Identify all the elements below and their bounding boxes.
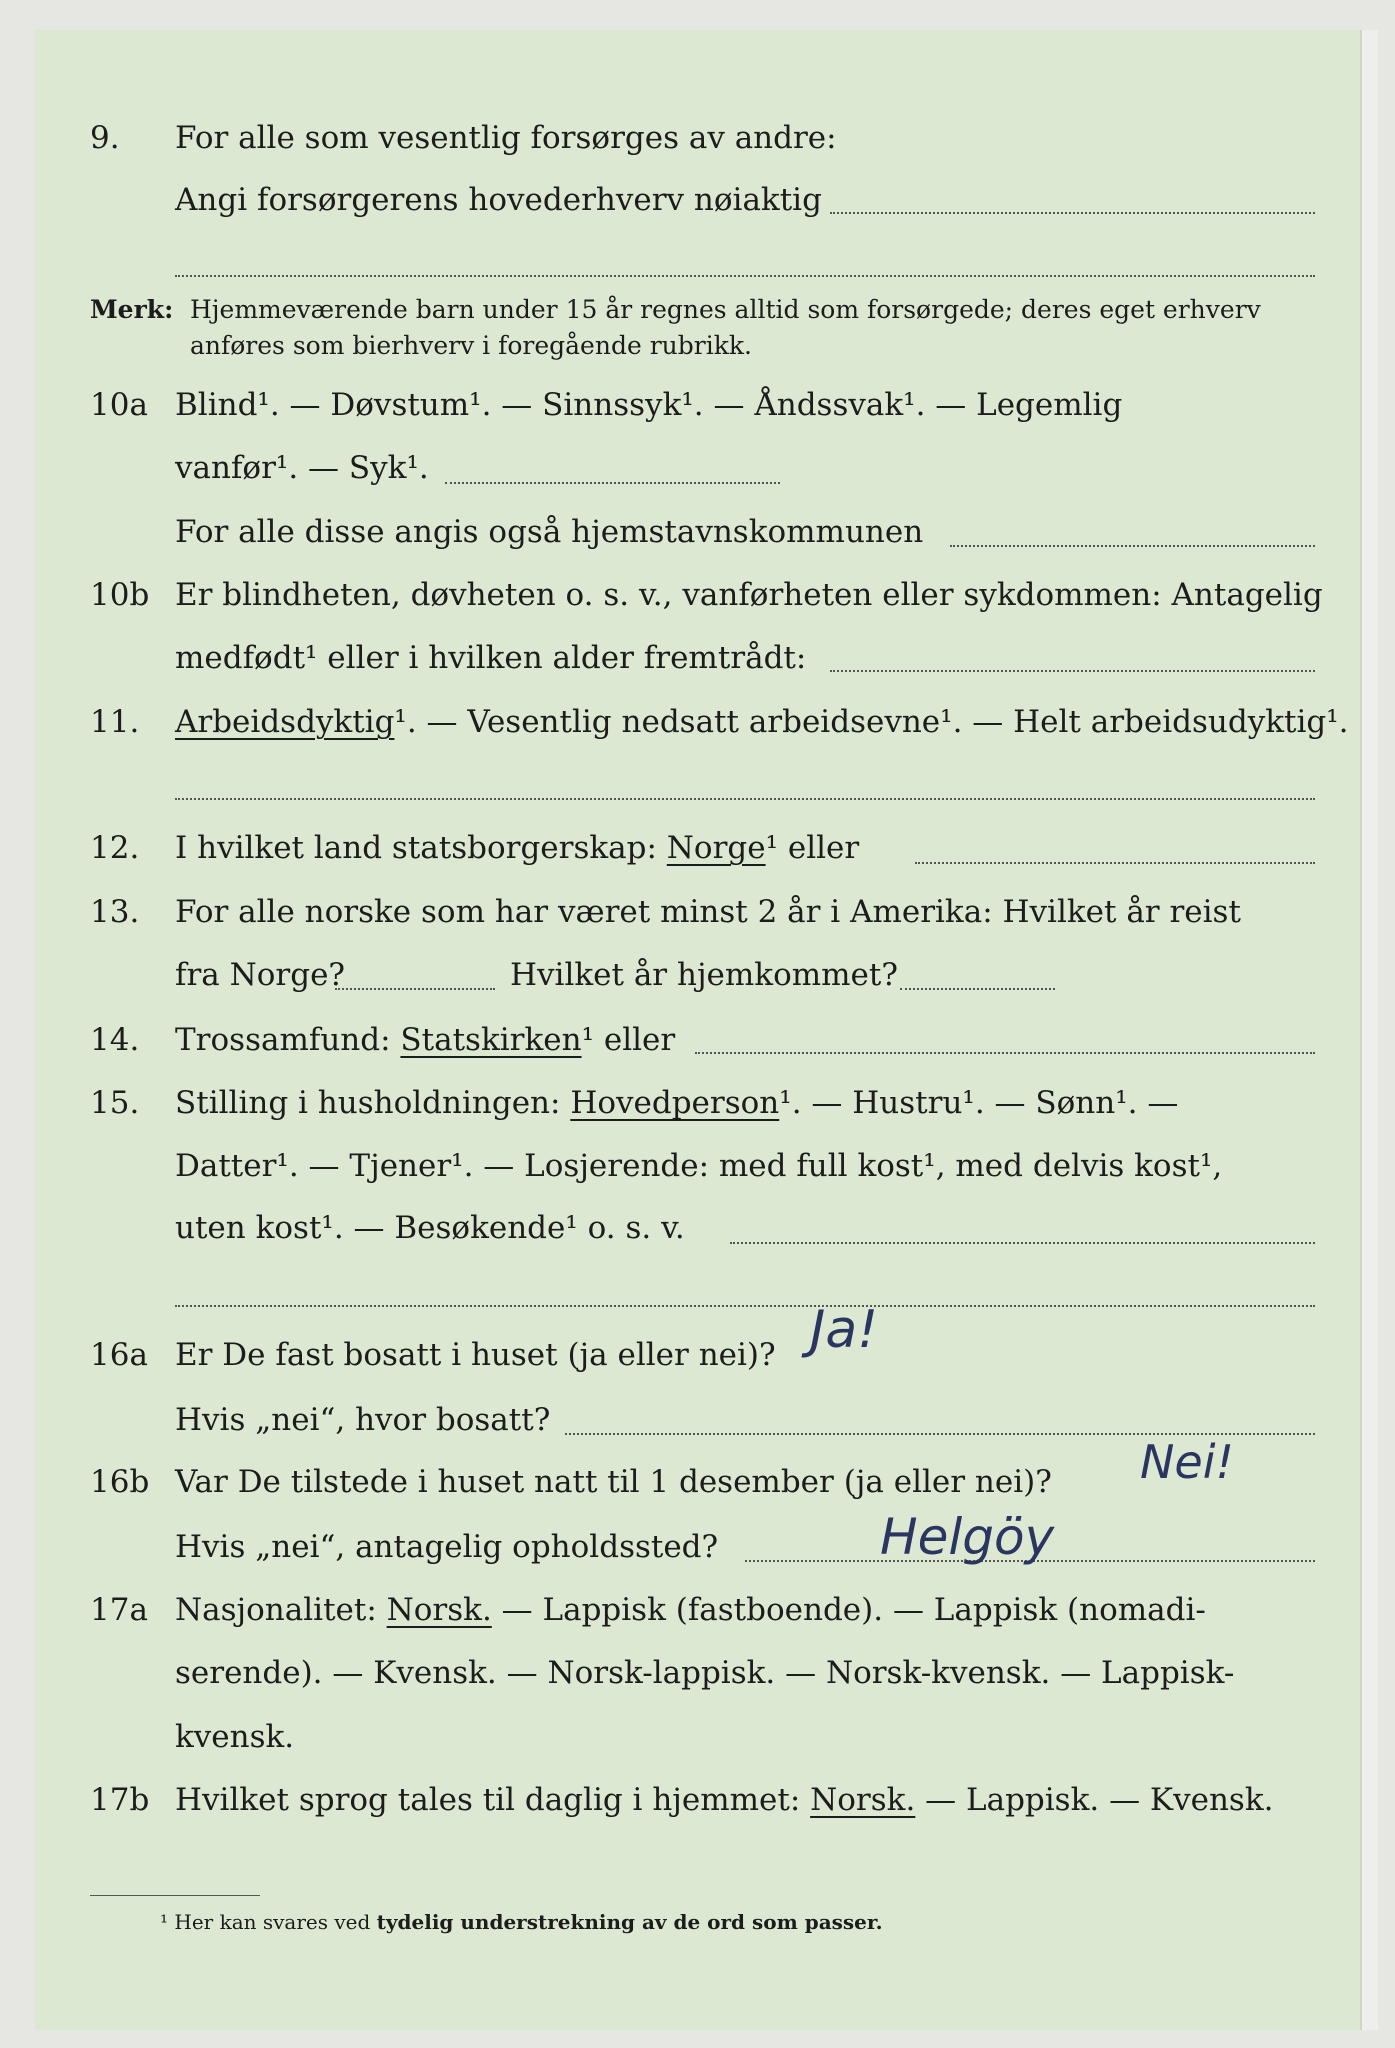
question-text: vanfør¹. — Syk¹.	[175, 450, 429, 486]
question-options	[175, 1590, 1206, 1630]
question-number: 14.	[90, 1022, 140, 1058]
census-form-page	[35, 30, 1362, 2030]
answer-line[interactable]	[830, 212, 1315, 214]
question-text: ¹ eller	[581, 1022, 676, 1058]
question-number: 13.	[90, 894, 140, 930]
handwritten-answer: Nei!	[1140, 1435, 1234, 1489]
question-text: — Lappisk. — Kvensk.	[915, 1782, 1274, 1818]
question-options	[175, 702, 1349, 742]
question-text: For alle disse angis også hjemstavnskommunen	[175, 514, 924, 550]
question-number: 17a	[90, 1592, 148, 1628]
answer-line[interactable]	[175, 275, 1315, 277]
question-text: Er blindheten, døvheten o. s. v., vanførheten eller sykdommen: Antagelig	[175, 577, 1323, 613]
answer-line[interactable]	[445, 482, 780, 484]
question-text: I hvilket land statsborgerskap:	[175, 830, 667, 866]
question-options	[175, 828, 859, 868]
question-number: 11.	[90, 704, 140, 740]
selected-option[interactable]: Norsk.	[386, 1592, 492, 1628]
footnote	[160, 1910, 883, 1934]
footnote-emphasis: tydelig understrekning av de ord som passer.	[376, 1910, 883, 1934]
question-text: Var De tilstede i huset natt til 1 desember (ja eller nei)?	[175, 1464, 1052, 1500]
question-text: medfødt¹ eller i hvilken alder fremtrådt:	[175, 640, 807, 676]
note-text: anføres som bierhverv i foregående rubrikk.	[190, 331, 752, 360]
question-text: uten kost¹. — Besøkende¹ o. s. v.	[175, 1210, 685, 1246]
selected-option[interactable]: Hovedperson	[570, 1085, 780, 1121]
question-number: 9.	[90, 120, 120, 156]
question-text: Hvis „nei“, antagelig opholdssted?	[175, 1529, 719, 1565]
answer-line[interactable]	[695, 1052, 1315, 1054]
answer-line[interactable]	[950, 545, 1315, 547]
question-number: 17b	[90, 1782, 150, 1818]
question-text: — Lappisk (fastboende). — Lappisk (nomadi-	[491, 1592, 1206, 1628]
question-text: fra Norge?	[175, 957, 346, 993]
question-number: 15.	[90, 1085, 140, 1121]
answer-line[interactable]	[915, 862, 1315, 864]
note-label: Merk:	[90, 295, 174, 324]
question-text: ¹ eller	[765, 830, 860, 866]
question-options	[175, 1020, 675, 1060]
footnote-mark: ¹	[160, 1910, 169, 1934]
question-text: Hvilket år hjemkommet?	[510, 957, 898, 993]
question-text: kvensk.	[175, 1719, 295, 1755]
selected-option[interactable]: Norge	[666, 830, 766, 866]
answer-line[interactable]	[335, 988, 495, 990]
question-text: Er De fast bosatt i huset (ja eller nei)?	[175, 1337, 776, 1373]
question-text: Blind¹. — Døvstum¹. — Sinnssyk¹. — Åndssvak¹. — Legemlig	[175, 387, 1123, 423]
question-number: 16a	[90, 1337, 148, 1373]
handwritten-answer: Ja!	[810, 1300, 879, 1360]
answer-line[interactable]	[830, 670, 1315, 672]
question-text: Trossamfund:	[175, 1022, 401, 1058]
question-text: Hvis „nei“, hvor bosatt?	[175, 1402, 551, 1438]
question-options	[175, 1780, 1273, 1820]
selected-option[interactable]: Norsk.	[810, 1782, 916, 1818]
answer-line[interactable]	[730, 1242, 1315, 1244]
note-text: Hjemmeværende barn under 15 år regnes alltid som forsørgede; deres eget erhverv	[190, 295, 1261, 324]
question-text: For alle norske som har været minst 2 år i Amerika: Hvilket år reist	[175, 894, 1241, 930]
footnote-divider	[90, 1895, 260, 1896]
question-text: Stilling i husholdningen:	[175, 1085, 571, 1121]
question-number: 10a	[90, 387, 148, 423]
question-text: ¹. — Vesentlig nedsatt arbeidsevne¹. — Helt arbeidsudyktig¹.	[394, 704, 1349, 740]
question-text: Angi forsørgerens hovederhverv nøiaktig	[175, 182, 822, 218]
answer-line[interactable]	[175, 1305, 1315, 1307]
question-number: 12.	[90, 830, 140, 866]
question-options	[175, 1083, 1178, 1123]
question-text: ¹. — Hustru¹. — Sønn¹. —	[779, 1085, 1179, 1121]
question-text: Hvilket sprog tales til daglig i hjemmet:	[175, 1782, 811, 1818]
question-text: Nasjonalitet:	[175, 1592, 387, 1628]
question-number: 16b	[90, 1464, 150, 1500]
answer-line[interactable]	[900, 988, 1055, 990]
answer-line[interactable]	[175, 798, 1315, 800]
question-text: For alle som vesentlig forsørges av andre:	[175, 120, 837, 156]
selected-option[interactable]: Statskirken	[400, 1022, 582, 1058]
question-text: serende). — Kvensk. — Norsk-lappisk. — Norsk-kvensk. — Lappisk-	[175, 1655, 1235, 1691]
footnote-text: Her kan svares ved	[174, 1910, 377, 1934]
question-number: 10b	[90, 577, 150, 613]
handwritten-answer: Helgöy	[880, 1508, 1055, 1566]
question-text: Datter¹. — Tjener¹. — Losjerende: med full kost¹, med delvis kost¹,	[175, 1148, 1223, 1184]
selected-option[interactable]: Arbeidsdyktig	[175, 704, 395, 740]
